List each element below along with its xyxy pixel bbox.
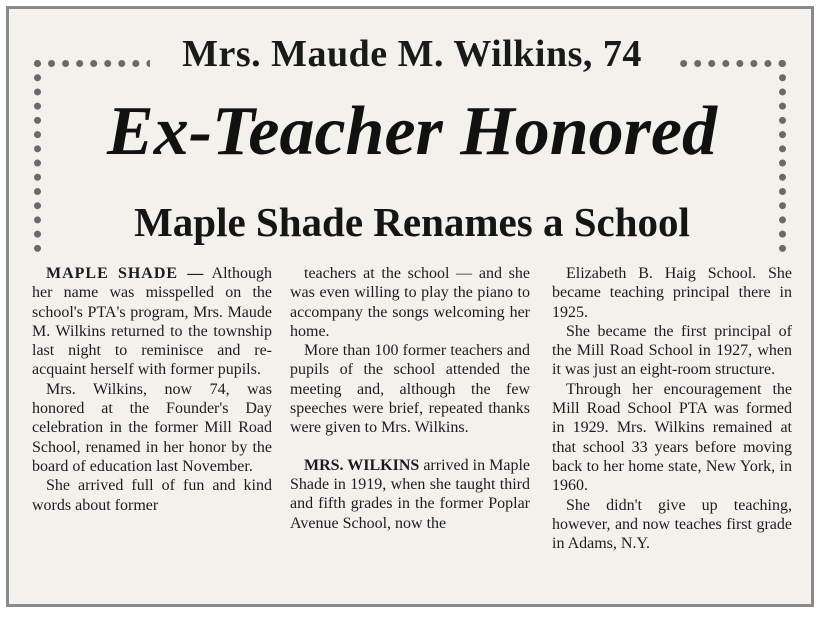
paragraph: She arrived full of fun and kind words about former xyxy=(32,477,272,514)
paragraph: More than 100 former teachers and pupils of the school attended the meeting and, although the few speeches were brief, repeated thanks were given to Mrs. Wilkins. xyxy=(290,342,530,437)
subhead-lead: MRS. WILKINS xyxy=(304,456,420,474)
main-headline: Ex-Teacher Honored xyxy=(107,93,717,170)
paragraph: She didn't give up teaching, however, and now teaches first grade in Adams, N.Y. xyxy=(552,496,792,553)
dateline: MAPLE SHADE — xyxy=(46,265,205,282)
paragraph-text: arrived in Maple Shade in 1919, when she taught third and fifth grades in the former Poplar Avenue School, now the xyxy=(290,456,530,532)
paragraph: Through her encouragement the Mill Road School PTA was formed in 1929. Mrs. Wilkins remained at that school 33 years before moving back to her home state, New York, in 1960. xyxy=(552,380,792,495)
paragraph: Mrs. Wilkins, now 74, was honored at the Founder's Day celebration in the former Mill Road School, renamed in her honor by the board of education last November. xyxy=(32,380,272,475)
paragraph-text: Although her name was misspelled on the school's PTA's program, Mrs. Maude M. Wilkins returned to the township last night to reminisce and re-acquaint herself with former pupils. xyxy=(32,265,273,379)
article-column-2 xyxy=(290,264,530,533)
paragraph: teachers at the school — and she was even willing to play the piano to accompany the songs welcoming her home. xyxy=(290,265,530,340)
paragraph: Elizabeth B. Haig School. She became teaching principal there in 1925. xyxy=(552,265,792,321)
paragraph: She became the first principal of the Mill Road School in 1927, when it was just an eight-room structure. xyxy=(552,322,792,379)
sub-headline: Maple Shade Renames a School xyxy=(134,199,690,245)
kicker-headline: Mrs. Maude M. Wilkins, 74 xyxy=(182,33,642,75)
article-column-3 xyxy=(552,264,792,553)
paragraph xyxy=(290,456,530,533)
paragraph xyxy=(32,264,272,380)
article-column-1 xyxy=(32,264,272,515)
